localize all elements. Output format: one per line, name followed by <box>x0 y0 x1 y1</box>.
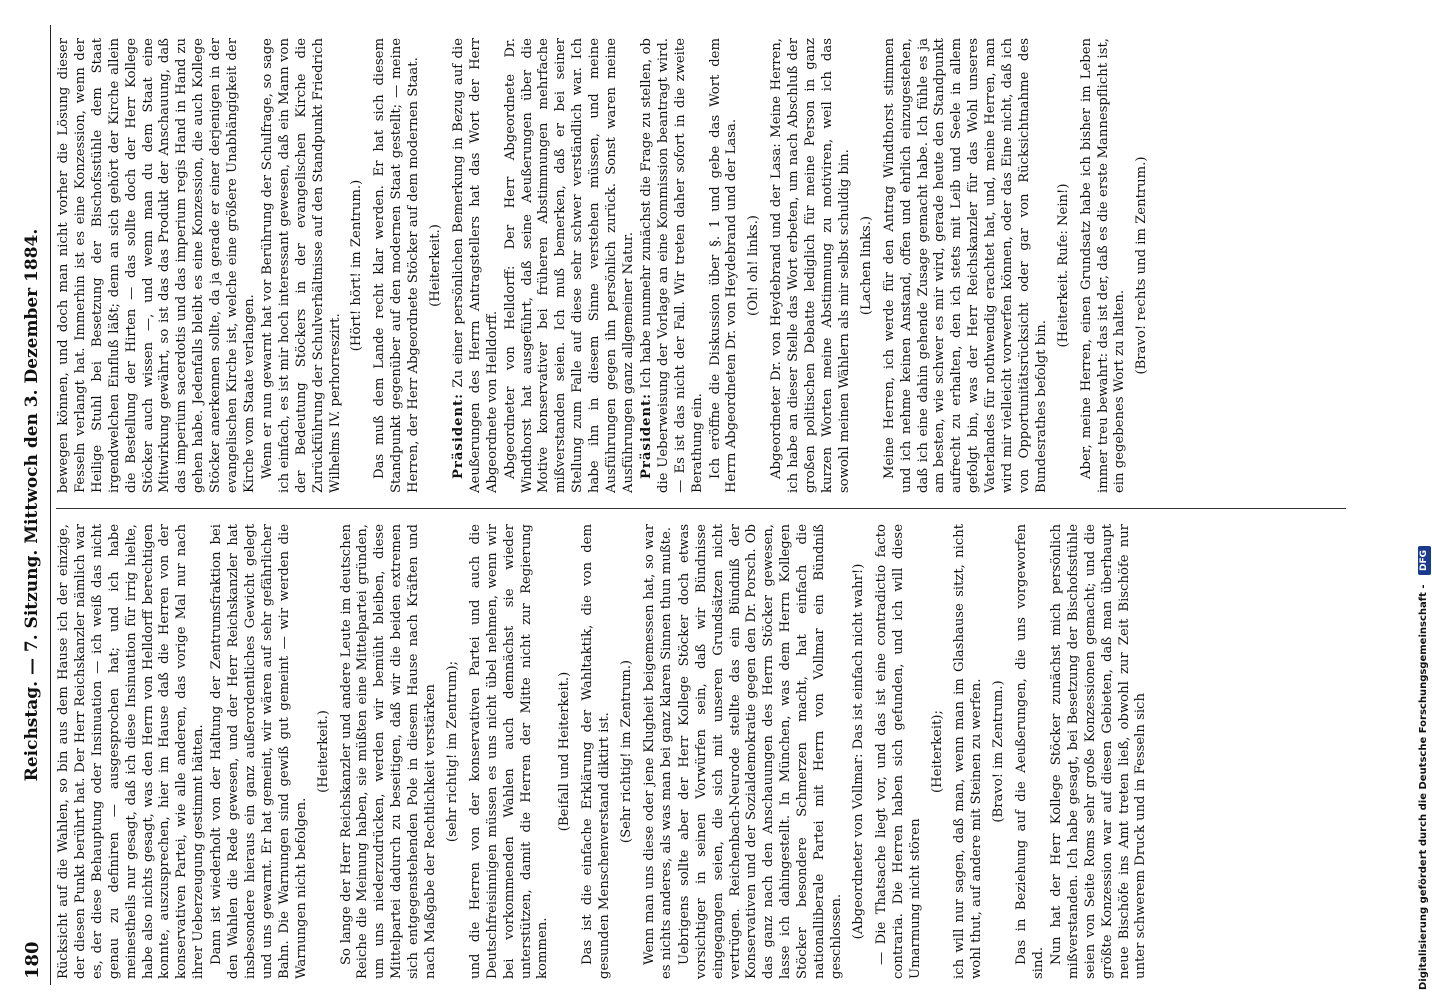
paragraph <box>1079 38 1130 493</box>
paragraph-text: Wenn er nun gewarnt hat vor Berührung der Schulfrage, so sage ich einfach, es ist mir hoch interessant gewesen, daß ein Mann von der Bedeutung Stöckers in der evangelischen Kirche die Zurückführung der Schulverhältnisse auf den Standpunkt Friedrich Wilhelms IV. perhorreszirt. <box>259 38 343 493</box>
paragraph-text: — Die Thatsache liegt vor, und das ist eine contradictio facto contraria. Die Herren haben sich gefunden, und ich will diese Umarmung nicht stören <box>873 524 923 979</box>
paragraph-text: Rücksicht auf die Wahlen, so bin aus dem Hause ich der einzige, der diesen Punkt berührt hat. Der Herr Reichskanzler nämlich war es, der diese Behauptung oder Insinuation — ich weiß das nicht genau zu definiren — ausgesprochen hat; und ich habe meinestheils nur gesagt, daß ich diese Insinuation für irrig hielte, habe also nichts gesagt, was den Herrn von Helldorff berechtigen konnte, auszusprechen, hier im Hause daß die Herren von der konservativen Partei, wie alle anderen, das vorige Mal nur nach ihrer Ueberzeugung gestimmt hätten. <box>56 524 207 979</box>
stage-direction: (Lachen links.) <box>858 215 874 316</box>
stage-direction: (Heiterkeit.) <box>315 710 331 793</box>
paragraph-text: Nun hat der Herr Kollege Stöcker zunächst mich persönlich mißverstanden. Ich habe gesagt, bei Besetzung der Bischofsstühle seien von Seite Roms sehr große Konzessionen gemacht; und die größte Konzession war auf diesen Gebieten, daß man überhaupt neue Bischöfe ins Amt treten ließ, obwohl zur Zeit Bischöfe nur unter schwerem Druck und in Fesseln sich <box>1048 524 1149 979</box>
paragraph <box>372 38 423 493</box>
stage-direction: (Abgeordneter von Vollmar: Das ist einfach nicht wahr!) <box>850 563 866 940</box>
stage-direction: (Beifall und Heiterkeit.) <box>557 671 573 832</box>
paragraph-text: Aber, meine Herren, einen Grundsatz habe ich bisher im Leben immer treu bewahrt: das ist der, daß es die erste Mannespflicht ist, ein gegebenes Wort zu halten. <box>1078 38 1128 493</box>
paragraph-text: Wenn man uns diese oder jene Klugheit beigemessen hat, so war es nichts anderes, als was man bei ganz klaren Sinnen thun mußte. <box>642 524 674 979</box>
paragraph <box>580 524 614 979</box>
stage-direction: (Heiterkeit); <box>929 710 945 793</box>
paragraph <box>56 38 259 493</box>
stage-direction: (Sehr richtig! im Zentrum.) <box>619 659 635 844</box>
paragraph-text: Das ist die einfache Erklärung der Wahltaktik, die von dem gesunden Menschenverstand diktirt ist. <box>580 524 613 979</box>
paragraph <box>339 524 440 979</box>
dfg-logo-badge: DFG <box>1418 546 1431 575</box>
paragraph <box>882 38 1051 493</box>
paragraph <box>874 524 925 979</box>
paragraph-text: Meine Herren, ich werde für den Antrag Windthorst stimmen und ich nehme keinen Anstand, offen und ehrlich einzugestehen, daß ich eine dahin gehende Zusage gemacht habe. Ich fühle es ja am besten, wie schwer es mir wird, gerade heute den Standpunkt aufrecht zu erhalten, den ich stets mit Leib und Seele in allem gefolgt bin, was der Herr Reichskanzler für das Wohl unseres Vaterlandes für nothwendig erachtet hat, und, meine Herren, man wird mir vielleicht vorwerfen können, oder das Eine nicht, daß ich von Opportunitätsrücksicht oder gar von Rücksichtnahme des Bundesrathes befolgt bin. <box>881 38 1049 493</box>
stage-direction: (Oh! oh! links.) <box>746 215 762 316</box>
paragraph-text: ich will nur sagen, daß man, wenn man im Glashause sitzt, nicht wohl thut, auf andere mit Steinen zu werfen. <box>952 524 985 979</box>
paragraph-text: Dann ist wiederholt von der Haltung der Zentrumsfraktion bei den Wahlen die Rede gewesen, und der Herr Reichskanzler hat insbesondere hieraus ein ganz außerordentliches Gewicht gelegt und uns gewarnt. Er hat gemeint, wir wären auf sehr gefährlicher Bahn. Die Warnungen sind gewiß gut gemeint — wir werden die Warnungen nicht befolgen. <box>209 524 309 979</box>
paragraph-text: Ich habe nunmehr zunächst die Frage zu stellen, ob die Ueberweisung der Vorlage an eine Kommission beantragt wird. — Es ist das nicht der Fall. Wir treten daher sofort in die zweite Berathung ein. <box>638 38 705 493</box>
speaker-label: Präsident: <box>450 392 466 479</box>
paragraph <box>1014 524 1048 979</box>
paragraph <box>468 524 553 979</box>
paragraph-text: So lange der Herr Reichskanzler und andere Leute im deutschen Reiche die Meinung haben, sie müßten eine Mittelpartei gründen, um uns niederzudrücken, werden wir bemüht bleiben, diese Mittelpartei dadurch zu beseitigen, daß wir die beiden extremen sich entgegenstehenden Pole in diesem Hause nach Kräften und nach Maßgabe der Rechtlichkeit verstärken <box>338 524 439 979</box>
paragraph-text: Uebrigens sollte aber der Herr Kollege Stöcker doch etwas vorsichtiger in seinen Vorwürfen sein, daß wir Bündnisse eingegangen seien, die sich mit unseren Grundsätzen nicht vertrügen. Reichenbach-Neurode stellte das ein Bündniß der Konservativen und der Sozialdemokratie gegen den Dr. Porsch. Ob das ganz nach den Anschauungen des Herrn Stöcker gewesen, lasse ich dahingestellt. In München, was dem Herrn Kollegen Stöcker besondere Schmerzen macht, hat einfach die nationalliberale Partei mit Herrn von Vollmar ein Bündniß geschlossen. <box>676 524 844 979</box>
paragraph <box>56 524 208 979</box>
digitization-credit <box>1418 10 1432 990</box>
paragraph <box>677 524 846 979</box>
paragraph <box>952 524 986 979</box>
running-head <box>22 25 48 985</box>
paragraph-text: Ich eröffne die Diskussion über §. 1 und gebe das Wort dem Herrn Abgeordneten Dr. von Heydebrand und der Lasa. <box>707 38 740 493</box>
rotated-document-sheet <box>18 25 1358 985</box>
paragraph-text: bewegen können, und doch man nicht vorher die Lösung dieser Fesseln verlangt hat. Immerhin ist es eine Konzession, wenn der Heilige Stuhl bei Besetzung der Bischofsstühle dem Staat irgendwelchen Einfluß läßt; denn an sich gehört der Kirche allein die Bestellung der Hirten — das sollte doch der Herr Kollege Stöcker auch wissen —, und wenn man du dem Staat eine Mitwirkung gewährt, so ist das das Produkt der Anschauung, daß das imperium sacerdotis und das imperium regis Hand in Hand zu gehen habe. Jedenfalls bleibt es eine Konzession, die auch Kollege Stöcker anerkennen sollte, da ja gerade er einer derjenigen in der evangelischen Kirche ist, welche eine größere Unabhängigkeit der Kirche vom Staate verlangen. <box>56 38 257 493</box>
column-divider <box>56 508 1346 509</box>
speaker-label: Präsident: <box>638 392 654 479</box>
paragraph <box>769 38 854 493</box>
paragraph-text: und die Herren von der konservativen Partei und auch die Deutschfreisinnigen müssen es uns nicht übel nehmen, wenn wir bei vorkommenden Wahlen auch demnächst sie wieder unterstützen, damit die Herren der Mitte nicht zur Regierung kommen. <box>467 524 551 979</box>
digitization-credit-text: Digitalisierung gefördert durch die Deutsche Forschungsgemeinschaft - <box>1418 584 1429 990</box>
stage-direction: (sehr richtig! im Zentrum); <box>444 660 460 843</box>
paragraph <box>642 524 676 979</box>
paragraph <box>209 524 310 979</box>
stage-direction: (Heiterkeit.) <box>428 224 444 307</box>
header-rule <box>50 25 51 985</box>
stage-direction: (Bravo! rechts und im Zentrum.) <box>1134 156 1150 375</box>
paragraph <box>503 38 638 493</box>
paragraph-text: Das muß dem Lande recht klar werden. Er hat sich diesem Standpunkt gegenüber auf den modernen Staat gestellt; — meine Herren, der Herr Abgeordnete Stöcker auf dem modernen Staat. <box>372 38 422 493</box>
paragraph <box>1049 524 1150 979</box>
page-number: 180 <box>22 941 43 979</box>
paragraph-text: Das in Beziehung auf die Aeußerungen, die uns vorgeworfen sind. <box>1014 524 1047 979</box>
stage-direction: (Heiterkeit. Rufe: Nein!) <box>1055 183 1071 348</box>
paragraph-text: Abgeordneter von Helldorff: Der Herr Abgeordnete Dr. Windthorst hat ausgeführt, daß seine Aeußerungen über die Motive konservativer bei früheren Abstimmungen mehrfache mißverstanden seien. Ich muß bemerken, daß er bei seiner Stellung zum Falle auf diese sehr schwer verständlich war. Ich habe ihn in diesem Sinne verstehen müssen, und meine Ausführungen gegen ihn persönlich zurück. Sonst waren meine Ausführungen ganz allgemeiner Natur. <box>502 38 636 493</box>
paragraph <box>451 38 502 493</box>
left-text-column <box>56 524 1351 979</box>
stage-direction: (Hört! hört! im Zentrum.) <box>349 179 365 352</box>
right-text-column <box>56 38 1351 493</box>
running-head-title: Reichstag. — 7. Sitzung. Mittwoch den 3. Dezember 1884. <box>22 228 42 782</box>
stage-direction: (Bravo! im Zentrum.) <box>991 680 1007 823</box>
paragraph-text: Zu einer persönlichen Bemerkung in Bezug auf die Aeußerungen des Herrn Antragstellers hat das Wort der Herr Abgeordnete von Helldorff. <box>450 38 500 493</box>
paragraph <box>708 38 742 493</box>
paragraph-text: Abgeordneter Dr. von Heydebrand und der Lasa: Meine Herren, ich habe an dieser Stelle das Wort erbeten, um nach Abschluß der großen politischen Debatte lediglich für meine Person in ganz kurzen Worten meine Abstimmung zu motiviren, weil ich das sowohl meinen Wählern als mir selbst schuldig bin. <box>769 38 852 493</box>
paragraph <box>260 38 345 493</box>
paragraph <box>639 38 707 493</box>
